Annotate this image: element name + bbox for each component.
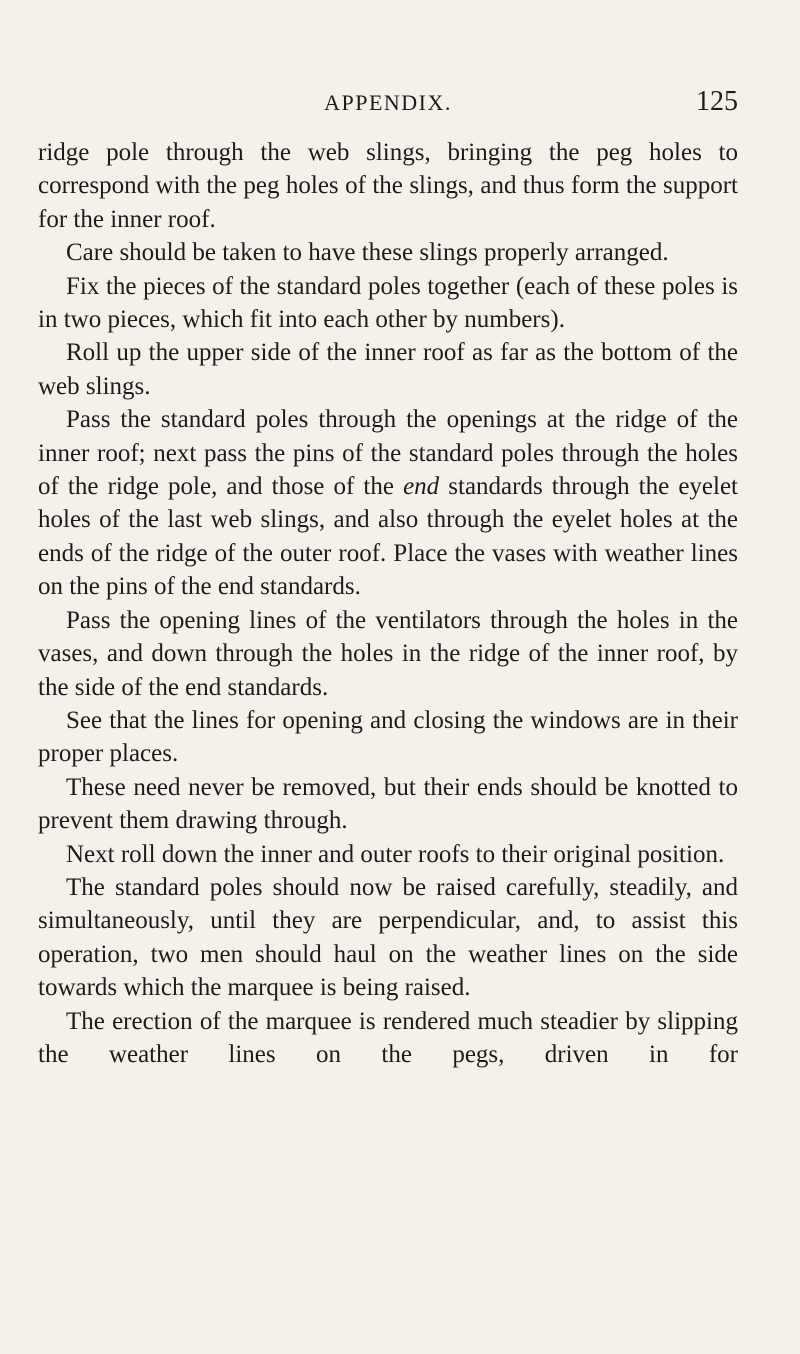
paragraph-raise-poles: The standard poles should now be raised carefully, steadily, and simultaneously, until they are perpendicular, and, to assist this operation, two men should haul on the weather lines on the side towards which the marquee is being raised. — [38, 873, 738, 1002]
paragraph-see-lines: See that the lines for opening and closing the windows are in their proper places. — [38, 706, 738, 768]
paragraph-text-part: Pass the standard poles through the openings at the ridge of the inner roof; next pass the pins of the standard poles through the holes of the ridge pole, and those of the — [38, 406, 738, 501]
running-head — [38, 86, 738, 122]
paragraph-continuation: ridge pole through the web slings, bringing the peg holes to correspond with the peg holes of the slings, and thus form the support for the inner roof. — [38, 139, 738, 233]
paragraph-text-part: standards through the eyelet holes of the last web slings, and also through the eyelet holes at the ends of the ridge of the outer roof. Place the vases with weather lines on the pins of the end standards. — [38, 473, 739, 601]
paragraph-pass-poles — [38, 403, 738, 603]
paragraph-roll-down: Next roll down the inner and outer roofs to their original position. — [66, 840, 725, 868]
paragraph-fix-poles: Fix the pieces of the standard poles together (each of these poles is in two pieces, which fit into each other by numbers). — [38, 272, 738, 334]
emphasis-end: end — [403, 473, 440, 501]
running-title: APPENDIX. — [324, 90, 452, 115]
paragraph-care: Care should be taken to have these slings properly arranged. — [66, 239, 669, 267]
page-number: 125 — [696, 86, 738, 117]
paragraph-opening-lines: Pass the opening lines of the ventilators through the holes in the vases, and down through the holes in the ridge of the inner roof, by the side of the end standards. — [38, 606, 738, 701]
body-text — [38, 136, 738, 1071]
paragraph-knotted: These need never be removed, but their ends should be knotted to prevent them drawing through. — [38, 773, 738, 835]
paragraph-erection: The erection of the marquee is rendered much steadier by slipping the weather lines on the pegs, driven in for — [38, 1007, 738, 1068]
paragraph-roll-up: Roll up the upper side of the inner roof as far as the bottom of the web slings. — [38, 339, 738, 400]
